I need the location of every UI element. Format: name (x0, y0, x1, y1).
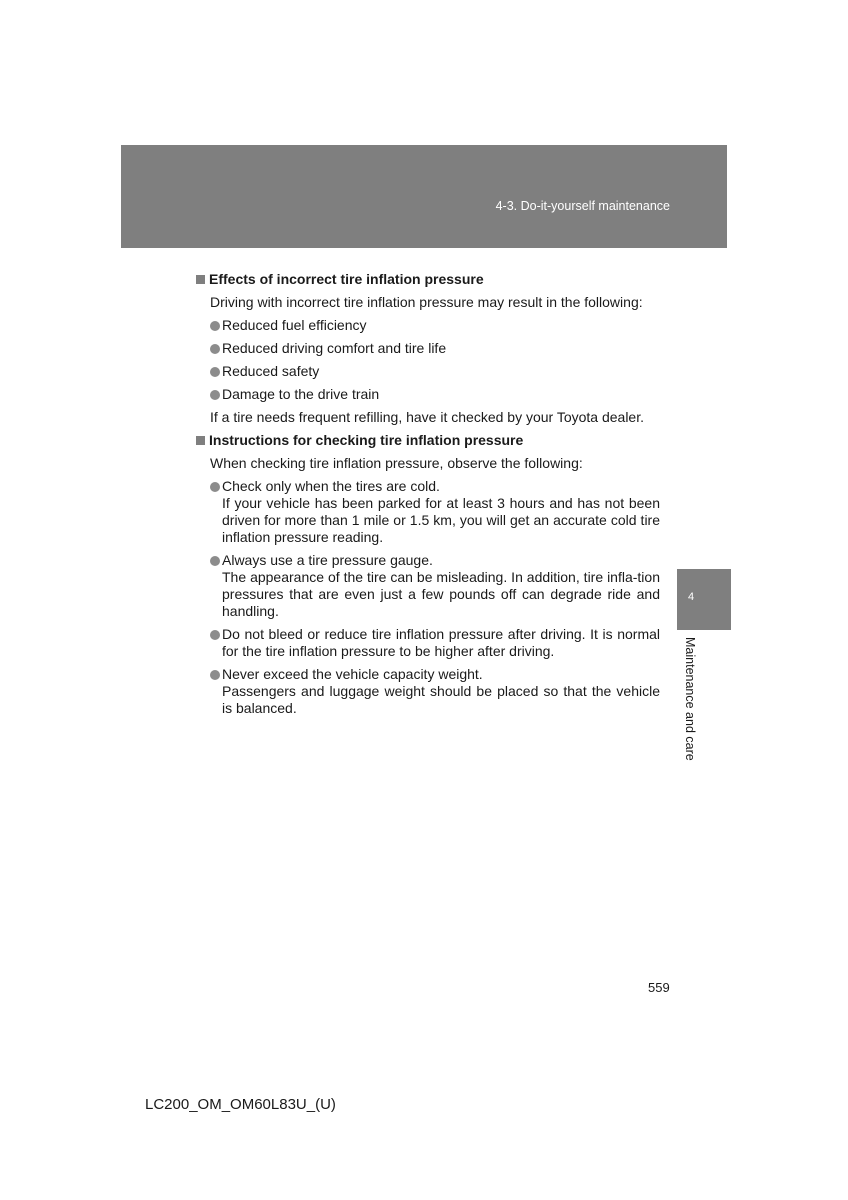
circle-bullet-icon (210, 367, 220, 377)
circle-bullet-icon (210, 670, 220, 680)
circle-bullet-icon (210, 390, 220, 400)
section-heading-effects: Effects of incorrect tire inflation pressure (196, 271, 660, 288)
list-item: Reduced fuel efficiency (210, 317, 660, 334)
circle-bullet-icon (210, 556, 220, 566)
chapter-label: Maintenance and care (683, 637, 697, 761)
square-bullet-icon (196, 275, 205, 284)
list-item: Never exceed the vehicle capacity weight. Passengers and luggage weight should be placed so that the vehicle is balanced. (210, 666, 660, 717)
chapter-tab (677, 569, 731, 630)
chapter-number: 4 (688, 591, 695, 603)
list-item: Always use a tire pressure gauge. The appearance of the tire can be misleading. In addition, tire infla-tion pressures that are even just a few pounds off can degrade ride and handling. (210, 552, 660, 620)
circle-bullet-icon (210, 344, 220, 354)
section-intro: When checking tire inflation pressure, observe the following: (210, 455, 583, 471)
list-item: Damage to the drive train (210, 386, 660, 403)
section-intro: Driving with incorrect tire inflation pressure may result in the following: (210, 294, 643, 310)
section-title: 4-3. Do-it-yourself maintenance (495, 199, 670, 213)
page-number: 559 (648, 980, 670, 995)
list-item: Check only when the tires are cold. If your vehicle has been parked for at least 3 hours and has not been driven for more than 1 mile or 1.5 km, you will get an accurate cold tire inflation pressure reading. (210, 478, 660, 546)
circle-bullet-icon (210, 630, 220, 640)
square-bullet-icon (196, 436, 205, 445)
list-item: Reduced driving comfort and tire life (210, 340, 660, 357)
page-content (196, 271, 660, 723)
list-item: Do not bleed or reduce tire inflation pressure after driving. It is normal for the tire inflation pressure to be higher after driving. (210, 626, 660, 660)
header-band (121, 145, 727, 248)
document-code: LC200_OM_OM60L83U_(U) (145, 1096, 336, 1113)
list-item: Reduced safety (210, 363, 660, 380)
section-heading-instructions: Instructions for checking tire inflation pressure (196, 432, 660, 449)
circle-bullet-icon (210, 482, 220, 492)
section-outro: If a tire needs frequent refilling, have it checked by your Toyota dealer. (210, 409, 644, 425)
circle-bullet-icon (210, 321, 220, 331)
